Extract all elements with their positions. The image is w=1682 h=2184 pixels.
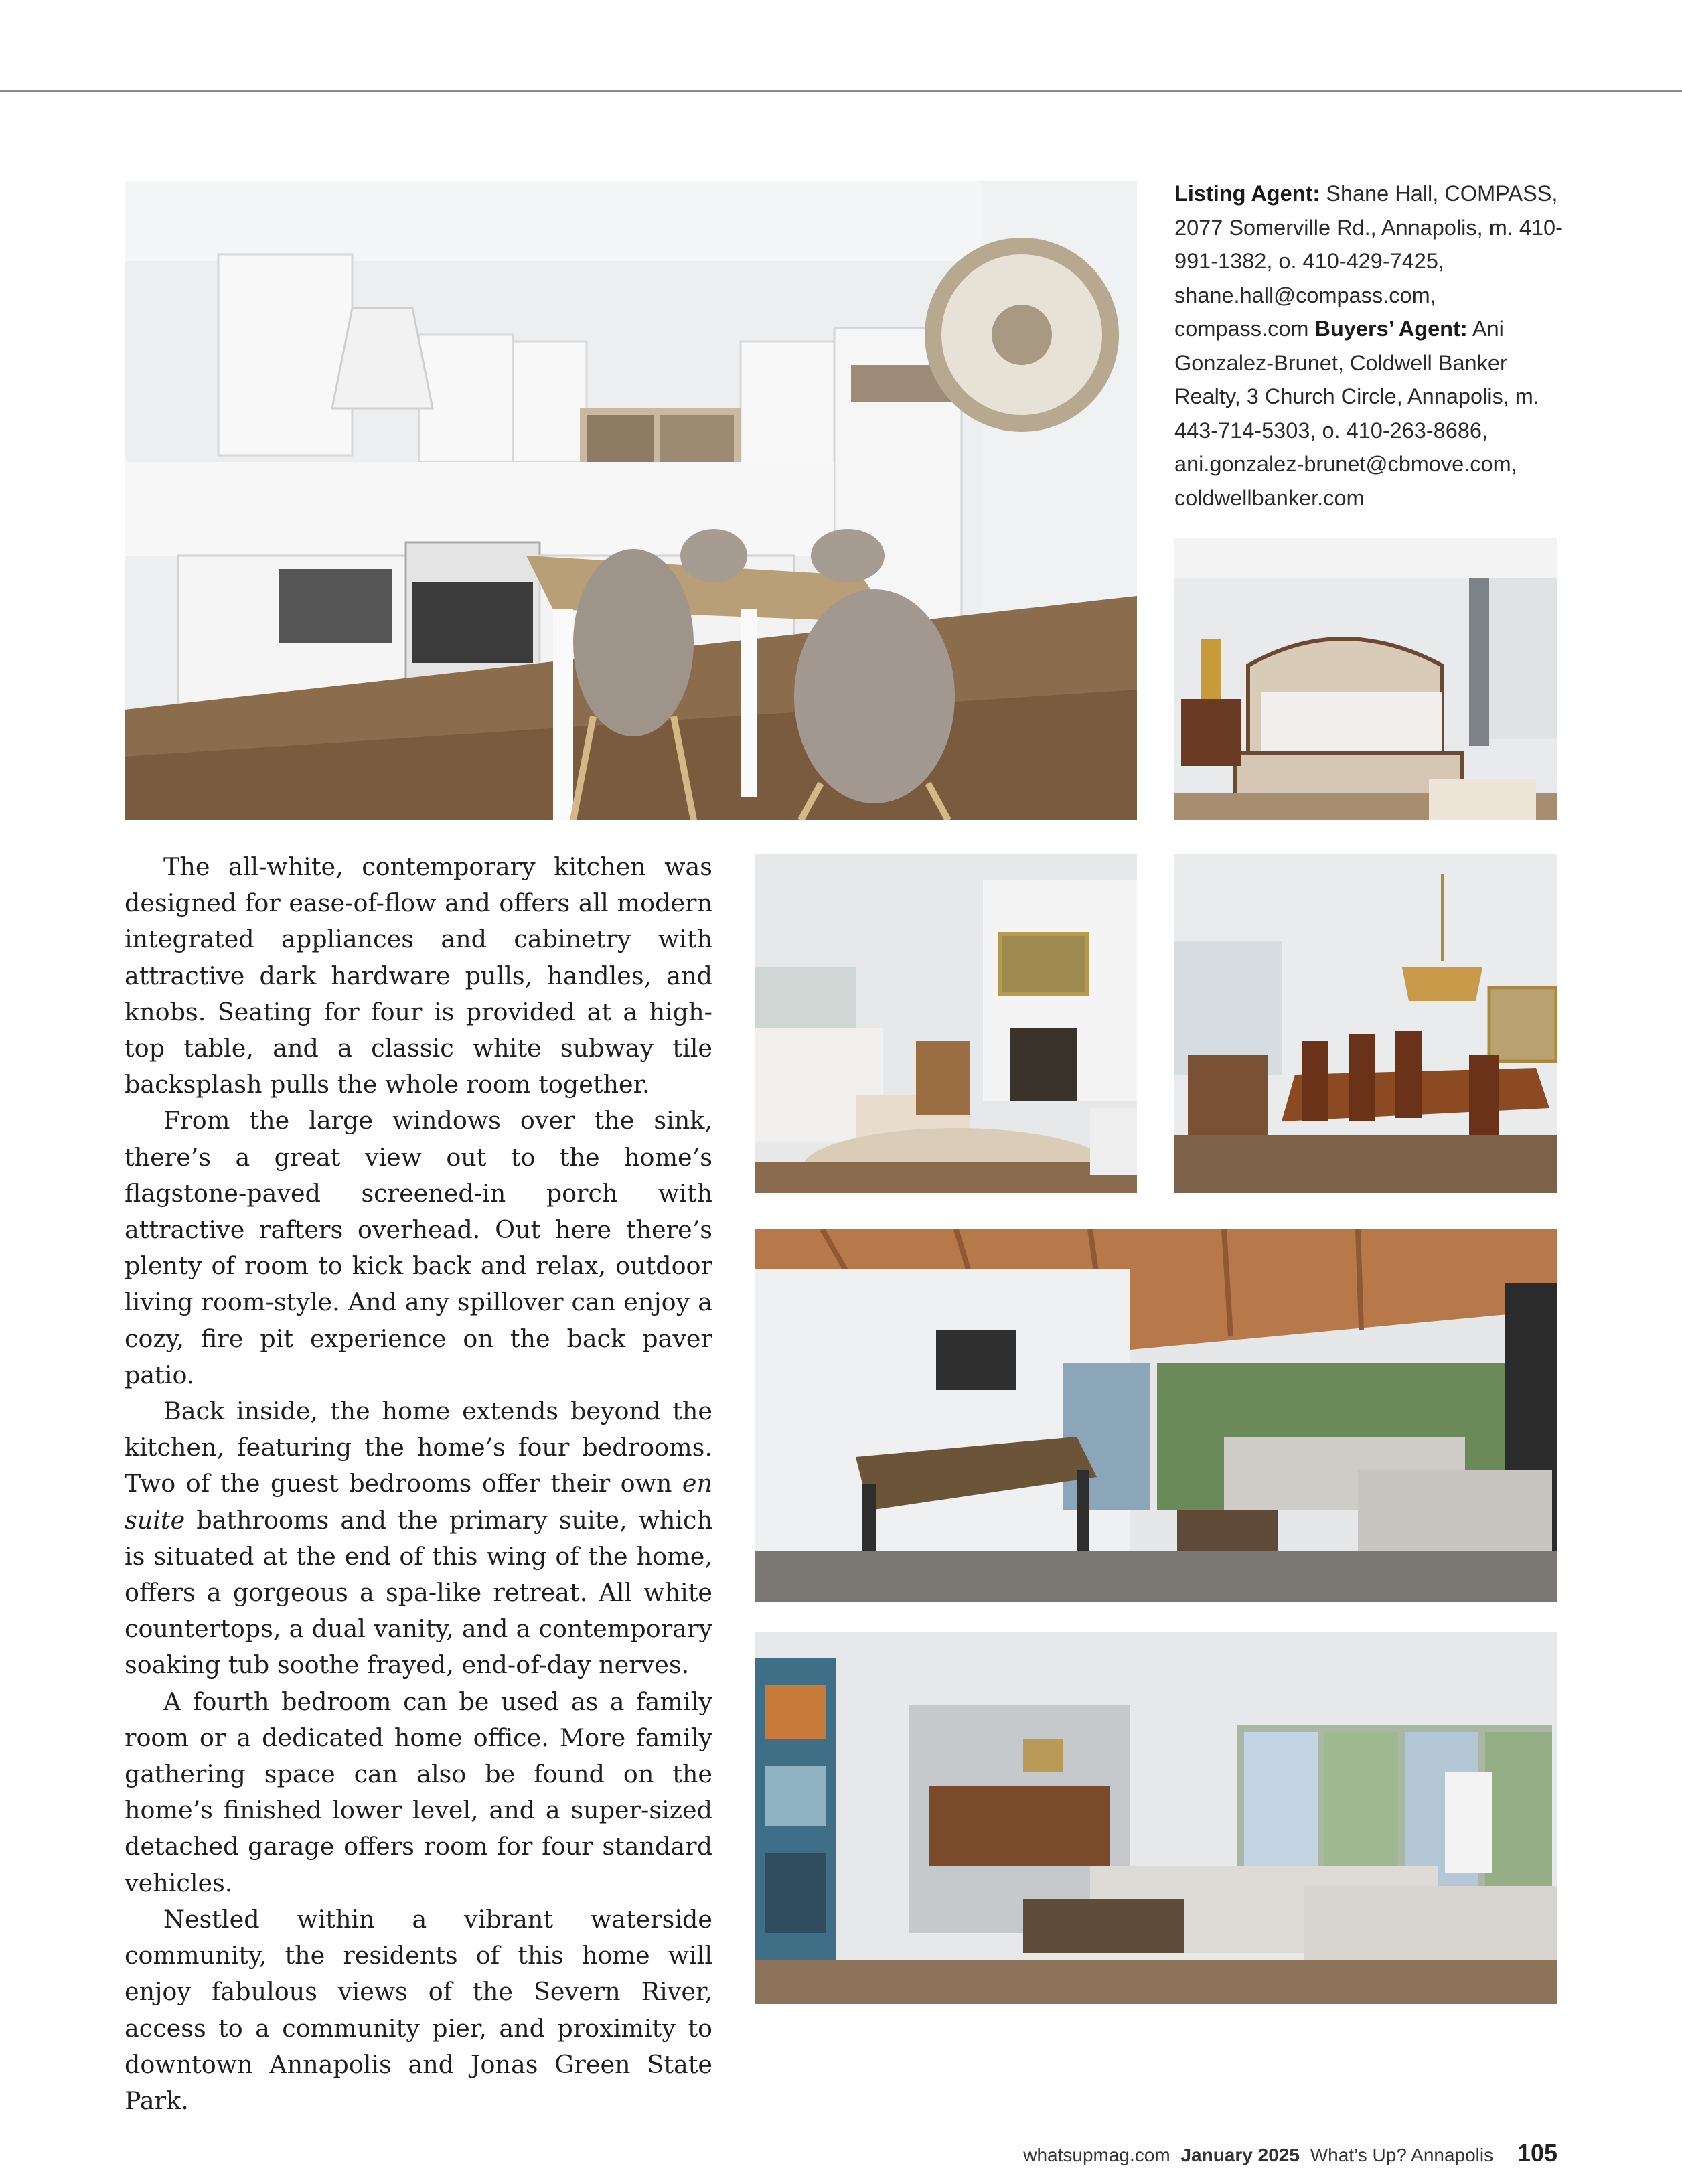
listing-agent-label: Listing Agent: [1174,181,1320,206]
article-paragraph-3-emphasis: en suite [125,1469,712,1535]
article-body [125,849,712,2119]
kitchen-photo [125,181,1137,820]
screened-porch-photo [755,1229,1557,1602]
agent-info [1174,177,1563,515]
page-number: 105 [1517,2139,1557,2167]
article-paragraph-4: A fourth bedroom can be used as a family room or a dedicated home office. More family gathering space can also be found on the home’s finished lower level, and a super-sized detached garage offers room for four standard vehicles. [125,1687,712,1897]
footer-site: whatsupmag.com [1023,2144,1170,2165]
listing-agent-text: Shane Hall, COMPASS, 2077 Somerville Rd., Annapolis, m. 410-991-1382, o. 410-429-7425, shane.hall@compass.com, compass.com [1174,181,1563,341]
article-paragraph-3 [125,1393,712,1684]
header-rule [0,90,1682,92]
footer-magazine: What’s Up? Annapolis [1310,2144,1494,2165]
family-room-photo [755,1632,1557,2004]
article-paragraph-1: The all-white, contemporary kitchen was designed for ease-of-flow and offers all modern integrated appliances and cabinetry with attractive dark hardware pulls, handles, and knobs. Seating for four is provided at a high-top table, and a classic white subway tile backsplash pulls the whole room together. [125,852,712,1099]
article-paragraph-3-part-b: bathrooms and the primary suite, which is situated at the end of this wing of the home, offers a gorgeous a spa-like retreat. All white countertops, a dual vanity, and a contemporary soaking tub soothe frayed, end-of-day nerves. [125,1505,712,1680]
page-footer [1023,2139,1557,2167]
living-room-photo [755,854,1137,1193]
article-paragraph-5: Nestled within a vibrant waterside community, the residents of this home will enjoy fabulous views of the Severn River, access to a community pier, and proximity to downtown Annapolis and Jonas Green State Park. [125,1904,712,2115]
article-paragraph-2: From the large windows over the sink, there’s a great view out to the home’s flagstone-paved screened-in porch with attractive rafters overhead. Out here there’s plenty of room to kick back and relax, outdoor living room-style. And any spillover can enjoy a cozy, fire pit experience on the back paver patio. [125,1106,712,1389]
footer-month: January 2025 [1180,2144,1300,2165]
article-paragraph-3-part-a: Back inside, the home extends beyond the kitchen, featuring the home’s four bedrooms. Two of the guest bedrooms offer their own [125,1397,712,1498]
dining-room-photo [1174,854,1557,1193]
buyers-agent-label: Buyers’ Agent: [1314,317,1468,341]
bedroom-photo [1174,538,1557,820]
buyers-agent-text: Ani Gonzalez-Brunet, Coldwell Banker Realty, 3 Church Circle, Annapolis, m. 443-714-5303, o. 410-263-8686, ani.gonzalez-brunet@cbmove.com, coldwellbanker.com [1174,317,1539,510]
